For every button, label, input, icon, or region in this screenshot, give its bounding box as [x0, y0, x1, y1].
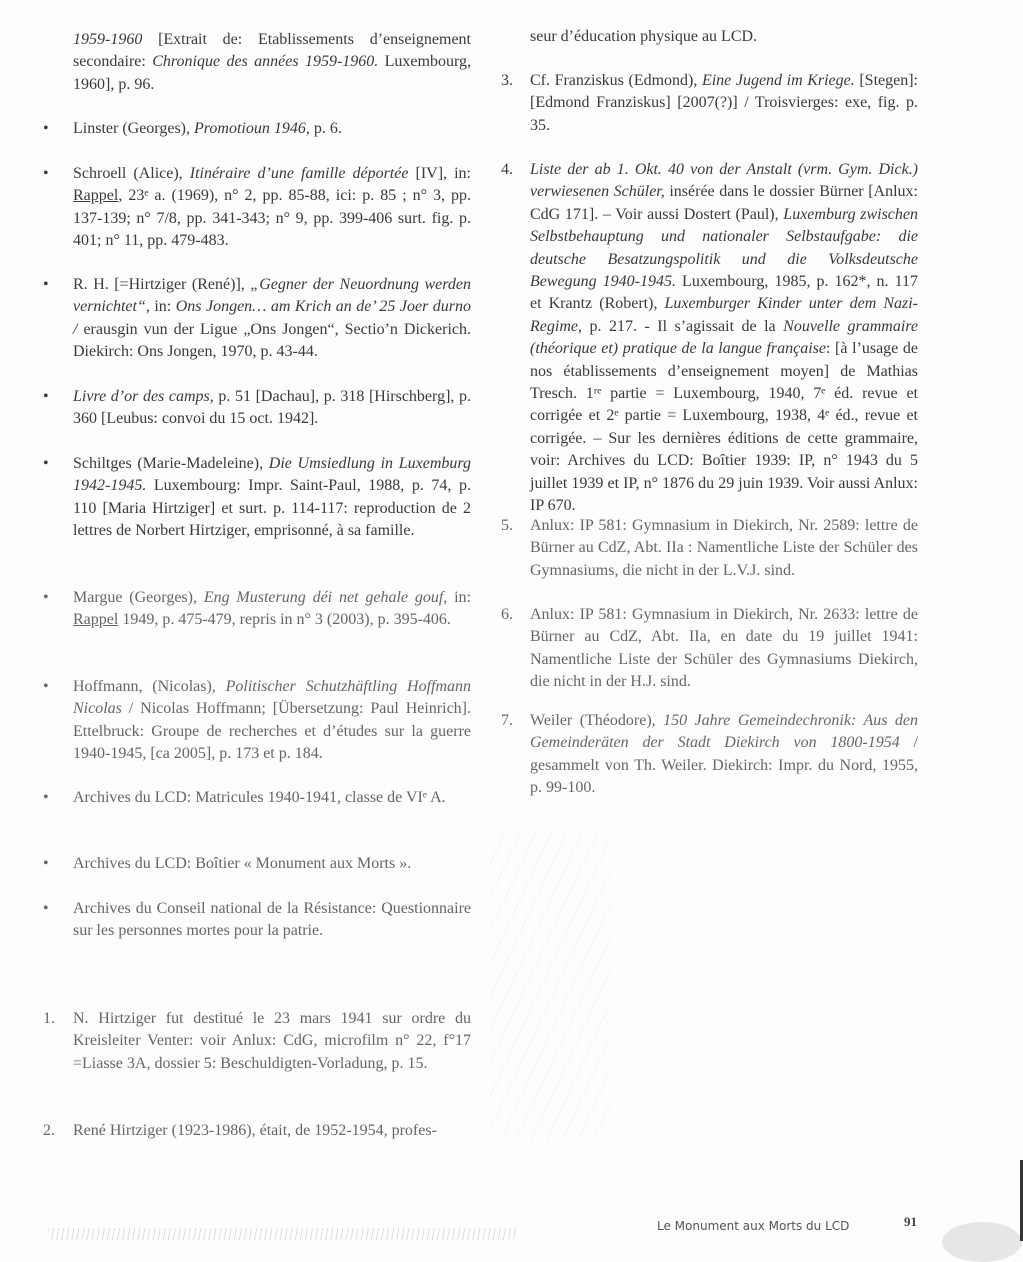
italic-title: 150 Jahre Gemeindechronik: Aus den Gemeinderäten der Stadt Diekirch von 1800-1954 — [530, 712, 918, 752]
text-segment: Luxembourg: Impr. Saint-Paul, 1988, p. 74, p. 110 [Maria Hirtziger] et surt. p. 114-117: reproduction de 2 lettres de Norbert Hirtziger, emprisonné, à sa famille. — [73, 477, 471, 540]
bullet-marker: • — [43, 678, 49, 695]
footnote — [43, 1120, 471, 1142]
background-hatching — [490, 830, 610, 1140]
entry-text — [530, 72, 918, 134]
text-segment: Weiler (Théodore), — [530, 712, 664, 729]
text-segment: seur d’éducation physique au LCD. — [530, 28, 758, 45]
entry-text — [73, 388, 471, 427]
text-segment: Luxembourg, 1960], p. 96. — [73, 53, 472, 93]
text-segment: , p. 51 [Dachau], p. 318 [Hirschberg], p. 360 [Leubus: convoi du 15 oct. 1942]. — [73, 388, 472, 428]
text-segment: Schiltges (Marie-Madeleine), — [73, 455, 269, 472]
italic-title: Ons Jongen… am Krich an de’ 25 Joer durno / — [73, 298, 472, 338]
entry-text — [73, 900, 471, 939]
text-segment: Anlux: IP 581: Gymnasium in Diekirch, Nr. 2633: lettre de Bürner au CdZ, Abt. IIa, en date du 19 juillet 1941: Namentliche Liste der Schüler des Gymnasiums Diekirch, die nicht in der H.J. sind. — [530, 606, 918, 691]
bullet-marker: • — [43, 855, 49, 872]
bibliography-entry — [43, 898, 471, 943]
bullet-marker: • — [43, 789, 49, 806]
bullet-marker: • — [43, 589, 49, 606]
bibliography-entry — [43, 787, 471, 809]
text-segment: Hoffmann, (Nicolas), — [73, 678, 226, 695]
note-number: 5. — [501, 517, 513, 534]
entry-text — [530, 606, 918, 690]
text-segment: 1949, p. 475-479, repris in n° 3 (2003), p. 395-406. — [118, 611, 451, 629]
footer-hatching — [48, 1228, 518, 1240]
text-segment: / gesammelt von Th. Weiler. Diekirch: Impr. du Nord, 1955, p. 99-100. — [530, 734, 918, 797]
text-segment: Archives du Conseil national de la Résistance: Questionnaire sur les personnes mortes pour la patrie. — [73, 900, 471, 940]
footnote — [530, 26, 918, 48]
bullet-marker: • — [43, 276, 49, 293]
bibliography-entry — [73, 29, 471, 96]
entry-text — [73, 165, 471, 249]
entry-text — [73, 1010, 471, 1072]
underlined-journal: Rappel — [73, 611, 119, 629]
text-segment: René Hirtziger (1923-1986), était, de 1952-1954, profes- — [73, 1122, 437, 1139]
bibliography-entry — [43, 587, 471, 632]
italic-title: Luxemburger Kinder unter dem Nazi-Regime, — [530, 295, 918, 335]
bullet-marker: • — [43, 455, 49, 472]
italic-title: Livre d’or des camps — [73, 388, 210, 405]
italic-title: Politischer Schutzhäftling Hoffmann Nicolas — [73, 678, 472, 718]
note-number: 1. — [43, 1010, 55, 1027]
underlined-journal: Rappel — [73, 187, 119, 205]
italic-title: 1959-1960 — [73, 31, 143, 48]
text-segment: Cf. Franziskus (Edmond), — [530, 72, 702, 89]
bullet-marker: • — [43, 900, 49, 917]
bibliography-entry — [43, 274, 472, 364]
note-number: 4. — [501, 161, 513, 178]
text-segment: p. 217. - Il s’agissait de la — [581, 317, 784, 335]
text-segment: [Stegen]: [Edmond Franziskus] [2007(?)] / Troisvierges: exe, fig. p. 35. — [530, 72, 918, 134]
note-number: 6. — [501, 606, 513, 623]
text-segment: / Nicolas Hoffmann; [Übersetzung: Paul Heinrich]. Ettelbruck: Groupe de recherches et d’études sur la guerre 1940-1945, [ca 2005], p. 173 et p. 184. — [73, 700, 471, 763]
bibliography-entry — [43, 118, 471, 140]
entry-text — [530, 712, 918, 796]
italic-title: Promotioun 1946 — [194, 120, 306, 137]
text-segment: Schroell (Alice), — [73, 165, 190, 182]
italic-title: Eine Jugend im Kriege. — [701, 72, 855, 89]
italic-title: Die Umsiedlung in Luxemburg 1942-1945. — [73, 455, 472, 495]
italic-title: „Gegner der Neuordnung werden vernichtet“ — [73, 276, 472, 316]
text-segment: : [à l’usage de nos établissements d’enseignement moyen] de Mathias Tresch. 1ʳᵉ partie = Luxembourg, 1940, 7ᵉ éd. revue et corrigée et 2ᵉ partie = Luxembourg, 1938, 4ᵉ éd., revue et corrigée. – Sur les dernières éditions de cette grammaire, voir: Archives du LCD: Boîtier 1939: IP, n° 1943 du 5 juillet 1939 et IP, n° 1876 du 29 juin 1939. Voir aussi Anlux: IP 670. — [530, 340, 918, 515]
footnote — [501, 159, 919, 518]
text-segment: in: — [447, 589, 471, 606]
scan-artifact — [942, 1222, 1022, 1262]
text-segment: Archives du LCD: Matricules 1940-1941, classe de VIᵉ A. — [73, 789, 446, 806]
italic-title: Luxemburg zwischen Selbstbehauptung und nationaler Selbstaufgabe: die deutsche Besatzungspolitik und die Volksdeutsche Bewegung 1940-1945. — [530, 205, 919, 291]
running-footer-title: Le Monument aux Morts du LCD — [657, 1219, 850, 1233]
bullet-marker: • — [43, 120, 49, 137]
page-number: 91 — [904, 1214, 917, 1229]
bibliography-entry — [43, 163, 472, 253]
text-segment: [IV], in: — [408, 165, 472, 182]
text-segment: [Extrait de: Etablissements d’enseignement secondaire: — [73, 31, 471, 71]
text-segment: Margue (Georges), — [73, 589, 204, 606]
entry-text — [530, 161, 918, 514]
note-number: 7. — [501, 712, 513, 729]
entry-text — [530, 28, 757, 45]
bibliography-entry — [43, 386, 472, 431]
footnote — [501, 604, 918, 694]
italic-title: Nouvelle grammaire (théorique et) pratique de la langue française — [530, 317, 919, 358]
text-segment: Anlux: IP 581: Gymnasium in Diekirch, Nr. 2589: lettre de Bürner au CdZ, Abt. IIa : Namentliche Liste der Schüler des Gymnasiums, die nicht in der L.V.J. sind. — [530, 517, 918, 579]
bullet-marker: • — [43, 165, 49, 182]
italic-title: Chronique des années 1959-1960. — [152, 53, 379, 71]
bibliography-entry — [43, 453, 472, 543]
bibliography-entry — [43, 676, 472, 766]
bibliography-entry — [43, 853, 471, 875]
entry-text — [73, 789, 446, 806]
note-number: 2. — [43, 1122, 55, 1139]
italic-title: Liste der ab 1. Okt. 40 von der Anstalt (vrm. Gym. Dick.) verwiesenen Schüler, — [530, 161, 918, 201]
text-segment: Linster (Georges), — [73, 120, 194, 137]
entry-text — [73, 1122, 437, 1139]
note-number: 3. — [501, 72, 513, 89]
entry-text — [73, 455, 471, 539]
entry-text — [73, 120, 342, 137]
text-segment: , p. 6. — [305, 120, 342, 137]
text-segment: , in: — [145, 298, 176, 316]
entry-text — [73, 31, 471, 93]
footnote — [501, 515, 918, 582]
entry-text — [73, 589, 471, 628]
footnote — [501, 70, 918, 137]
entry-text — [73, 276, 471, 360]
entry-text — [73, 855, 411, 872]
entry-text — [73, 678, 471, 762]
text-segment: Archives du LCD: Boîtier « Monument aux Morts ». — [73, 855, 412, 872]
footnote — [43, 1008, 471, 1075]
italic-title: Eng Musterung déi net gehale gouf, — [203, 589, 448, 606]
footnote — [501, 710, 918, 800]
bullet-marker: • — [43, 388, 49, 405]
text-segment: erausgin vun der Ligue „Ons Jongen“, Sectio’n Dickerich. Diekirch: Ons Jongen, 1970, p. 43-44. — [73, 320, 471, 361]
entry-text — [530, 517, 918, 579]
text-segment: Luxembourg, 1985, p. 162*, n. 117 et Krantz (Robert), — [530, 273, 918, 313]
text-segment: R. H. [=Hirtziger (René)], — [73, 276, 251, 293]
text-segment: N. Hirtziger fut destitué le 23 mars 1941 sur ordre du Kreisleiter Venter: voir Anlux: CdG, microfilm n° 22, f°17 =Liasse 3A, dossier 5: Beschuldigten-Vorladung, p. 15. — [73, 1010, 471, 1072]
text-segment: , 23ᵉ a. (1969), n° 2, pp. 85-88, ici: p. 85 ; n° 3, pp. 137-139; n° 7/8, pp. 341-343; n° 9, pp. 399-406 surt. fig. p. 401; n° 11, pp. 479-483. — [73, 187, 471, 250]
text-segment: insérée dans le dossier Bürner [Anlux: CdG 171]. – Voir aussi Dostert (Paul), — [530, 183, 918, 223]
italic-title: Itinéraire d’une famille déportée — [189, 165, 409, 182]
